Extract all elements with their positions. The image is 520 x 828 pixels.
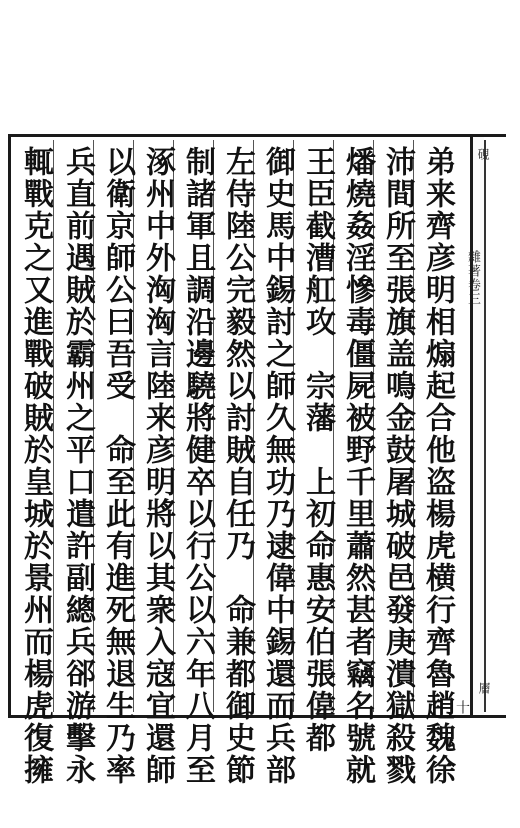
text-column-5: 御史馬中錫討之師久無功乃逮偉中錫還而兵部	[260, 146, 295, 786]
text-column-2: 沛間所至張旗盖鳴金鼓屠城破邑發庚潰獄殺戮	[380, 146, 415, 786]
text-column-10: 兵直前遇賊於霸州之平口遣許副總兵郤游擊永	[60, 146, 95, 786]
page-edge-strip	[473, 137, 484, 715]
fold-page-mark: 十	[454, 700, 470, 714]
text-column-7: 制諸軍且調沿邊驍將健卒以行公以六年八月至	[180, 146, 215, 786]
edge-character-bottom: 層	[477, 682, 491, 694]
frame-left-border	[8, 134, 11, 718]
text-column-6: 左侍陸公完毅然以討賊自任乃 命兼都御史節	[220, 146, 255, 786]
edge-character-top: 硯	[476, 148, 490, 160]
text-column-9: 以衛京師公曰吾受 命至此有進死無退生乃率	[100, 146, 135, 786]
text-column-3: 燔燒姦淫慘毒僵屍被野千里蕭然甚者竊名號就	[340, 146, 375, 786]
text-column-8: 涿州中外洶洶言陸来彦明將以其衆入寇宜還師	[140, 146, 175, 786]
text-column-1: 弟来齊彦明相煽起合他盗楊虎横行齊魯趙魏徐	[420, 146, 455, 786]
outer-right-border	[484, 140, 486, 712]
fold-label: 雜著卷三	[465, 250, 480, 306]
frame-right-border	[470, 134, 473, 718]
text-column-11: 輒戰克之又進戰破賊於皇城於景州而楊虎復擁	[18, 146, 53, 786]
text-column-4: 王臣截漕舡攻 宗藩 上初命惠安伯張偉都	[300, 146, 335, 754]
